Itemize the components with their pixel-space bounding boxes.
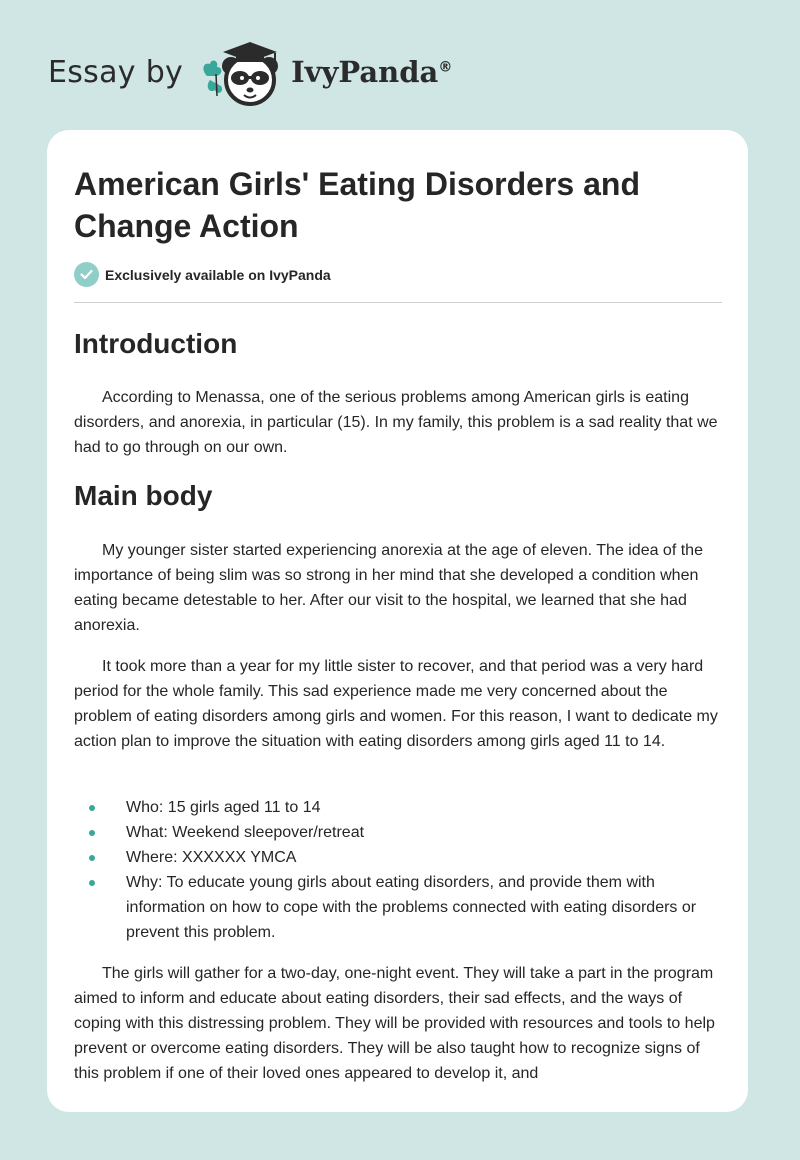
paragraph: My younger sister started experiencing anorexia at the age of eleven. The idea of the importance of being slim was so strong in her mind that she developed a condition when eating became detestable to her. After our visit to the hospital, we learned that she had anorexia. xyxy=(74,542,703,634)
essay-by-label: Essay by xyxy=(48,54,184,90)
exclusive-badge xyxy=(74,262,331,287)
divider xyxy=(74,302,722,303)
article-card xyxy=(47,130,748,1112)
paragraph: The girls will gather for a two-day, one-night event. They will take a part in the program aimed to inform and educate about eating disorders, their sad effects, and the ways of coping with this distressing problem. They will be provided with resources and tools to help prevent or overcome eating disorders. They will be also taught how to recognize signs of this problem if one of their loved ones appeared to develop it, and xyxy=(74,965,715,1082)
brand-name[interactable]: IvyPanda® xyxy=(291,55,453,89)
section-heading-main-body: Main body xyxy=(74,480,213,511)
bullet-icon xyxy=(89,830,95,836)
section-heading-introduction: Introduction xyxy=(74,328,238,359)
list-item: Why: To educate young girls about eating disorders, and provide them with information on how to cope with the problems connected with eating disorders or prevent this problem. xyxy=(74,870,722,945)
exclusive-badge-label: Exclusively available on IvyPanda xyxy=(105,266,331,283)
article-title: American Girls' Eating Disorders and Change Action xyxy=(74,166,640,244)
paragraph: According to Menassa, one of the serious problems among American girls is eating disorders, and anorexia, in particular (15). In my family, this problem is a sad reality that we had to go through on our own. xyxy=(74,389,718,456)
list-item: What: Weekend sleepover/retreat xyxy=(74,820,722,845)
paragraph: It took more than a year for my little sister to recover, and that period was a very hard period for the whole family. This sad experience made me very concerned about the problem of eating disorders among girls and women. For this reason, I want to dedicate my action plan to improve the situation with eating disorders among girls aged 11 to 14. xyxy=(74,658,718,750)
list-item: Who: 15 girls aged 11 to 14 xyxy=(74,795,722,820)
check-icon xyxy=(74,262,99,287)
bullet-icon xyxy=(89,805,95,811)
site-header xyxy=(48,36,452,108)
event-details-list xyxy=(74,795,722,945)
list-item: Where: XXXXXX YMCA xyxy=(74,845,722,870)
bullet-icon xyxy=(89,855,95,861)
panda-logo-icon[interactable] xyxy=(197,36,289,108)
registered-mark: ® xyxy=(438,59,453,76)
bullet-icon xyxy=(89,880,95,886)
